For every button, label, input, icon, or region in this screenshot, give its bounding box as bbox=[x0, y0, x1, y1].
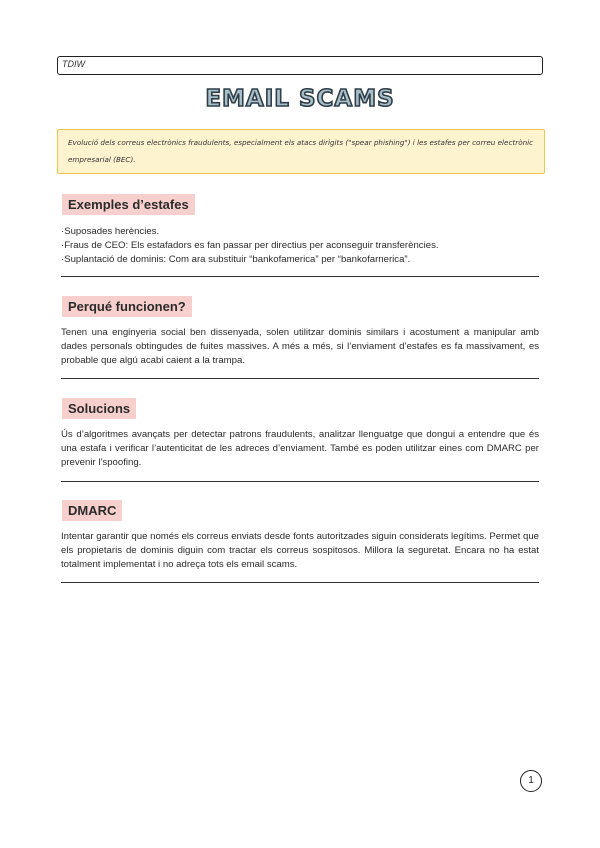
section-heading-why: Perqué funcionen? bbox=[62, 296, 192, 317]
section-heading-solutions: Solucions bbox=[62, 398, 136, 419]
list-item: ·Fraus de CEO: Els estafadors es fan passar per directius per aconseguir transferències. bbox=[61, 240, 439, 251]
page-number-badge: 1 bbox=[520, 770, 542, 792]
intro-callout bbox=[57, 129, 545, 174]
section-heading-examples: Exemples d’estafes bbox=[62, 194, 195, 215]
examples-list bbox=[61, 225, 539, 267]
section-divider bbox=[61, 378, 539, 379]
list-item: ·Suplantació de dominis: Com ara substituir “bankofamerica” per “bankofarnerica”. bbox=[61, 254, 411, 265]
section-body-why: Tenen una enginyeria social ben dissenyada, solen utilitzar dominis similars i acostument a manipular amb dades personals obtingudes de fuites massives. A més a més, si l’enviament d’estafes es fa massivament, es probable que algú acabi caient a la trampa. bbox=[61, 327, 539, 366]
section-divider bbox=[61, 481, 539, 482]
section-body-examples bbox=[61, 225, 539, 267]
section-heading-dmarc: DMARC bbox=[62, 500, 122, 521]
section-body-dmarc: Intentar garantir que només els correus enviats desde fonts autoritzades siguin considerats legítims. Permet que els propietaris de dominis diguin com tractar els correus sospitosos. Millora la seguretat. Encara no ha estat totalment implementat i no adreça tots els email scams. bbox=[61, 531, 539, 570]
section-divider bbox=[61, 582, 539, 583]
list-item: ·Suposades herències. bbox=[61, 226, 160, 237]
header-box bbox=[57, 56, 543, 75]
section-divider bbox=[61, 276, 539, 277]
page-title: EMAIL SCAMS bbox=[205, 86, 395, 112]
section-body-solutions: Ús d’algoritmes avançats per detectar patrons fraudulents, analitzar llenguatge que dongui a entendre que és una estafa i verificar l’autenticitat de les adreces d’enviament. També es poden utilitzar eines com DMARC per prevenir l’spoofing. bbox=[61, 429, 539, 468]
header-label: TDIW bbox=[62, 59, 85, 69]
intro-text: Evolució dels correus electrònics fraudulents, especialment els atacs dirigits ("spear phishing") i les estafes per correu electrònic empresarial (BEC). bbox=[68, 138, 534, 164]
